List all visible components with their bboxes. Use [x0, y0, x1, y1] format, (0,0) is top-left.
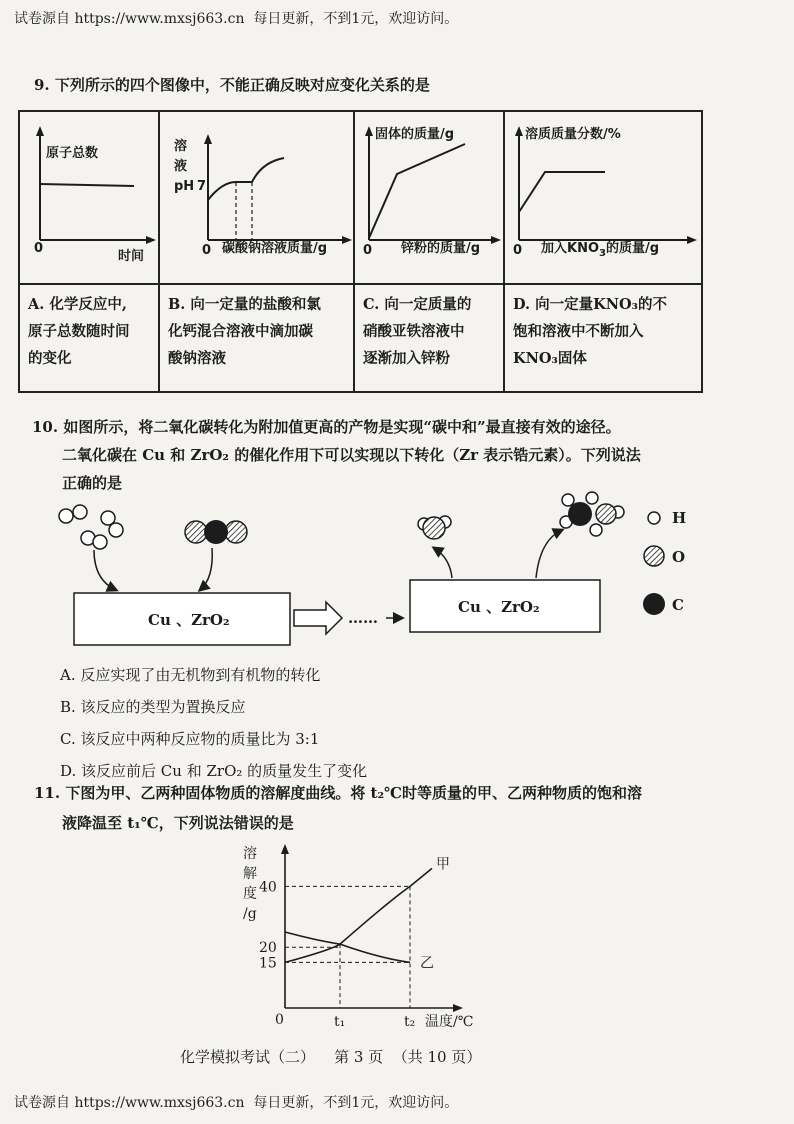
q9d-origin: 0 — [513, 243, 523, 258]
co2-molecule-icon — [185, 520, 247, 544]
q9c-ylabel: 固体的质量/g — [375, 127, 455, 142]
water-molecule-icon — [418, 516, 451, 539]
q9-option-a: A. 化学反应中, 原子总数随时间 的变化 — [19, 284, 159, 392]
q10-option-d: D. 该反应前后 Cu 和 ZrO₂ 的质量发生了变化 — [60, 762, 368, 780]
x-tick-t1: t₁ — [334, 1014, 346, 1030]
q9-option-b: B. 向一定量的盐酸和氯 化钙混合溶液中滴加碳 酸钠溶液 — [159, 284, 354, 392]
hydrogen-molecules-icon — [59, 505, 123, 549]
q10-stem-line2: 二氧化碳在 Cu 和 ZrO₂ 的催化作用下可以实现以下转化（Zr 表示锆元素）。下列说法 — [62, 446, 641, 464]
q10-stem-line3: 正确的是 — [62, 474, 123, 492]
svg-text:C: C — [672, 596, 684, 614]
series-label-2: 乙 — [420, 955, 434, 972]
catalyst-label-right: Cu 、ZrO₂ — [458, 598, 540, 616]
q9b-ylabel-1: 溶 — [174, 139, 188, 154]
q9c-origin: 0 — [363, 243, 373, 258]
legend-carbon — [643, 593, 684, 615]
q11-stem-line2: 液降温至 t₁℃，下列说法错误的是 — [62, 814, 294, 832]
legend-hydrogen — [648, 509, 686, 527]
q9-graph-b — [159, 111, 354, 284]
q9b-ylabel-2: 液 — [174, 159, 188, 174]
q11-stem-line1: 11. 下图为甲、乙两种固体物质的溶解度曲线。将 t₂℃时等质量的甲、乙两种物质的饱和溶 — [34, 784, 643, 802]
q9-graph-d — [504, 111, 702, 284]
ellipsis-dots: …… — [348, 609, 378, 627]
y-tick-40: 40 — [259, 879, 277, 896]
q9-option-c: C. 向一定质量的 硝酸亚铁溶液中 逐渐加入锌粉 — [354, 284, 504, 392]
q9a-origin: 0 — [34, 241, 44, 256]
process-arrow-icon — [294, 602, 342, 634]
q9d-xlabel: 加入$KNO_3$的质量/g — [541, 241, 660, 259]
solubility-chart — [235, 838, 495, 1038]
q9-graph-a — [19, 111, 159, 284]
y-tick-20: 20 — [259, 940, 277, 957]
q9a-ylabel: 原子总数 — [46, 146, 99, 161]
y-axis-char-2: 解 — [243, 866, 257, 882]
q9-option-d: D. 向一定量KNO₃的不 饱和溶液中不断加入 KNO₃固体 — [504, 284, 702, 392]
q10-option-c: C. 该反应中两种反应物的质量比为 3:1 — [60, 730, 320, 748]
svg-text:O: O — [672, 548, 686, 566]
q9b-origin: 0 — [202, 243, 212, 258]
series-label-1: 甲 — [436, 856, 450, 873]
q9-graph-c — [354, 111, 504, 284]
q9b-xlabel: 碳酸钠溶液质量/g — [222, 241, 328, 256]
svg-text:H: H — [672, 509, 687, 527]
x-axis-label: 温度/℃ — [425, 1014, 474, 1030]
q9a-xlabel: 时间 — [118, 249, 145, 264]
y-axis-char-1: 溶 — [243, 846, 257, 862]
page-footer: 化学模拟考试（二） 第 3 页 （共 10 页） — [180, 1048, 482, 1066]
y-tick-15: 15 — [259, 955, 277, 972]
q10-option-b: B. 该反应的类型为置换反应 — [60, 698, 246, 716]
q9d-ylabel: 溶质质量分数/% — [525, 127, 621, 142]
q10-option-a: A. 反应实现了由无机物到有机物的转化 — [60, 666, 321, 684]
source-footer: 试卷源自 https://www.mxsj663.cn 每日更新，不到1元，欢迎访问。 — [14, 1095, 459, 1111]
methanol-molecule-icon — [560, 492, 624, 536]
q9c-xlabel: 锌粉的质量/g — [401, 241, 481, 256]
q9b-ylabel-3: pH — [174, 179, 195, 194]
catalyst-label-left: Cu 、ZrO₂ — [148, 611, 230, 629]
chart-origin: 0 — [275, 1012, 284, 1028]
y-axis-char-4: /g — [243, 906, 257, 922]
q10-reaction-diagram — [50, 490, 710, 650]
q10-stem-line1: 10. 如图所示，将二氧化碳转化为附加值更高的产物是实现“碳中和”最直接有效的途径。 — [32, 418, 621, 436]
q9-table — [18, 110, 703, 393]
source-header: 试卷源自 https://www.mxsj663.cn 每日更新，不到1元，欢迎访问。 — [14, 11, 459, 27]
x-tick-t2: t₂ — [404, 1014, 416, 1030]
q9b-tick-7: 7 — [197, 179, 207, 194]
y-axis-char-3: 度 — [243, 886, 257, 902]
q9-stem: 9. 下列所示的四个图像中，不能正确反映对应变化关系的是 — [34, 76, 430, 94]
legend-oxygen — [644, 546, 685, 566]
